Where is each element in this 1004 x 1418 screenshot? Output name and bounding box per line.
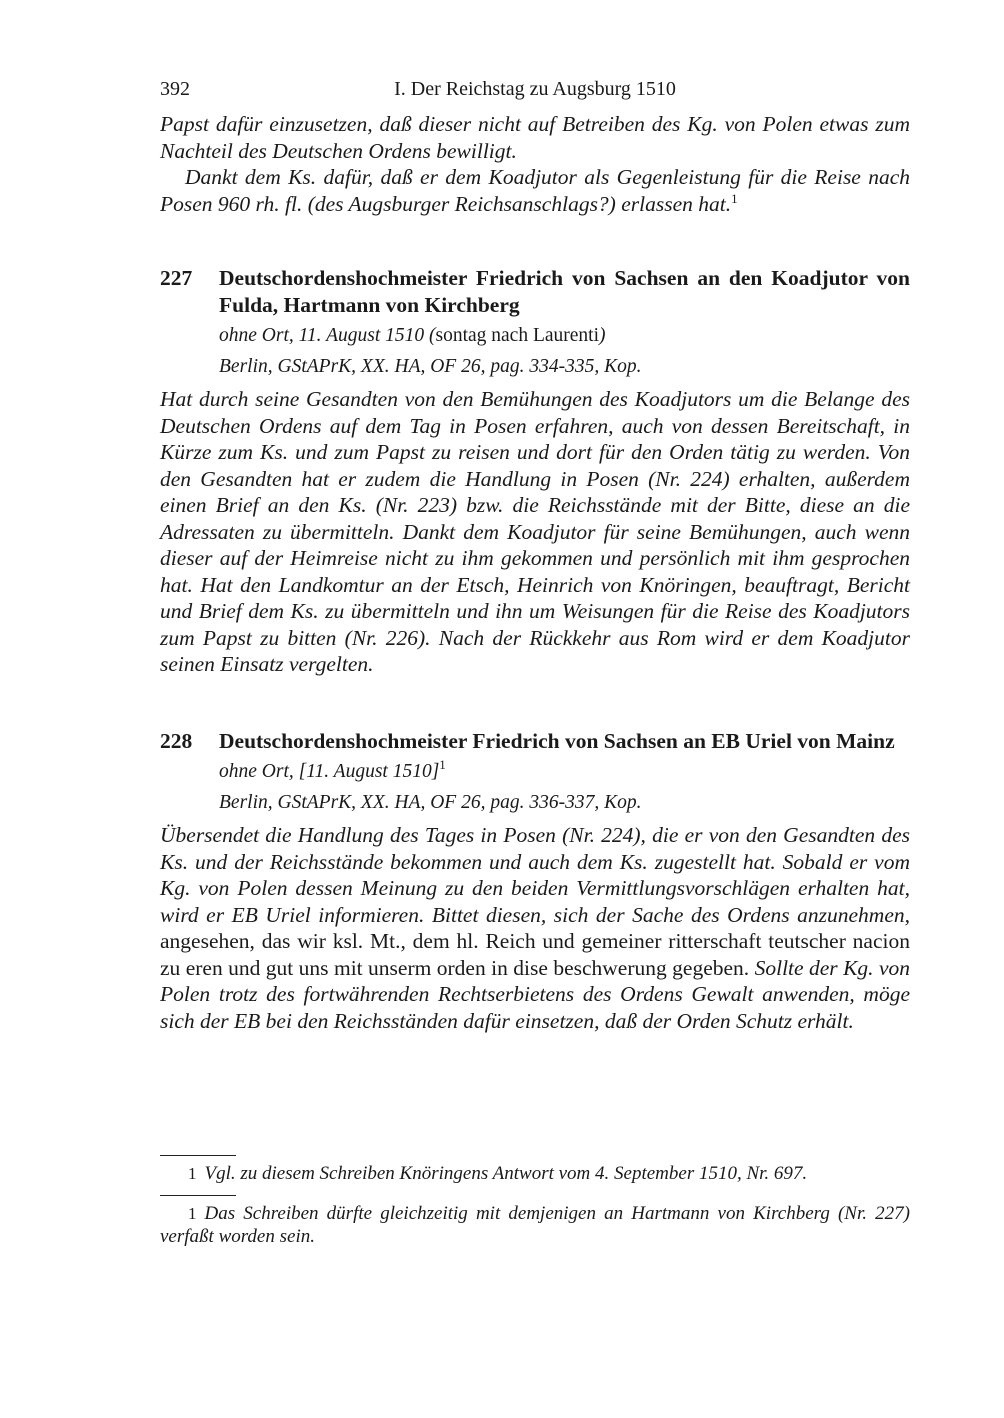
quoted-source-text: angesehen, das wir ksl. Mt., dem hl. Reich und gemeiner ritterschaft teutscher nacion zu eren und gut uns mit unserm orden in dise beschwerung gegeben. [160, 929, 910, 980]
document-number: 228 [160, 728, 193, 753]
document-source: Berlin, GStAPrK, XX. HA, OF 26, pag. 336-337, Kop. [219, 792, 642, 813]
footnotes [160, 1155, 910, 1248]
page-content [160, 78, 910, 1034]
footnote-mark: 1 [188, 1164, 197, 1183]
footnote: 1 Das Schreiben dürfte gleichzeitig mit demjenigen an Hartmann von Kirchberg (Nr. 227) verfaßt worden sein. [160, 1203, 910, 1247]
page-header [160, 78, 910, 108]
document-summary: Hat durch seine Gesandten von den Bemühungen des Koadjutors um die Belange des Deutschen Ordens auf dem Tag in Posen erfahren, auch von dessen Bereitschaft, in Kürze zum Ks. und zum Papst zu reisen und dort für den Orden tätig zu werden. Von den Gesandten hat er zudem die Handlung in Posen (Nr. 224) erhalten, außerdem einen Brief an den Ks. (Nr. 223) bzw. die Reichsstände mit der Bitte, diese an die Adressaten zu übermitteln. Dankt dem Koadjutor für seine Bemühungen, auch wenn dieser auf der Heimreise nicht zu ihm gekommen und persönlich mit ihm gesprochen hat. Hat den Landkomtur an der Etsch, Heinrich von Knöringen, beauftragt, Bericht und Brief dem Ks. zu übermitteln und ihn um Weisungen für die Reise des Koadjutors zum Papst zu bitten (Nr. 226). Nach der Rückkehr aus Rom wird er dem Koadjutor seinen Einsatz vergelten. [160, 387, 910, 676]
document-date: ohne Ort, [11. August 1510]$^1$ [219, 757, 446, 782]
document-source: Berlin, GStAPrK, XX. HA, OF 26, pag. 334-335, Kop. [219, 356, 642, 377]
footnote-separator [160, 1195, 236, 1196]
footnote-separator [160, 1155, 236, 1156]
document-heading [160, 265, 910, 318]
footnote-reference: 1 [731, 190, 738, 206]
document-entry-227 [160, 265, 910, 678]
intro-paragraph-thanks: Dankt dem Ks. dafür, daß er dem Koadjutor als Gegenleistung für die Reise nach Posen 960 rh. fl. (des Augsburger Reichsanschlags?) erlassen hat.$^1$ [160, 165, 910, 216]
running-title: I. Der Reichstag zu Augsburg 1510 [394, 78, 676, 100]
document-number: 227 [160, 266, 193, 290]
footnote-mark: 1 [188, 1204, 197, 1223]
intro-paragraph: Papst dafür einzusetzen, daß dieser nicht auf Betreiben des Kg. von Polen etwas zum Nachteil des Deutschen Ordens bewilligt. [160, 112, 910, 163]
document-entry-228 [160, 728, 910, 1035]
footnote: 1 Vgl. zu diesem Schreiben Knöringens Antwort vom 4. September 1510, Nr. 697. [188, 1163, 808, 1184]
document-date: ohne Ort, 11. August 1510 (sontag nach Laurenti) [219, 325, 606, 346]
page-number: 392 [160, 78, 190, 100]
document-heading [160, 728, 910, 755]
intro-section [160, 111, 910, 217]
document-title: Deutschordenshochmeister Friedrich von Sachsen an den Koadjutor von Fulda, Hartmann von Kirchberg [219, 266, 910, 317]
footnote-reference: 1 [439, 757, 446, 772]
document-summary: Übersendet die Handlung des Tages in Posen (Nr. 224), die er von den Gesandten des Ks. und der Reichsstände bekommen und auch dem Ks. zugestellt hat. Sobald er vom Kg. von Polen dessen Meinung zu den beiden Vermittlungsvorschlägen erhalten hat, wird er EB Uriel informieren. Bittet diesen, sich der Sache des Ordens anzunehmen, angesehen, das wir ksl. Mt., dem hl. Reich und gemeiner ritterschaft teutscher nacion zu eren und gut uns mit unserm orden in dise beschwerung gegeben. Sollte der Kg. von Polen trotz des fortwährenden Rechtserbietens des Ordens Gewalt anwenden, möge sich der EB bei den Reichsständen dafür einsetzen, daß der Orden Schutz erhält. [160, 823, 910, 1033]
document-title: Deutschordenshochmeister Friedrich von Sachsen an EB Uriel von Mainz [219, 728, 895, 753]
